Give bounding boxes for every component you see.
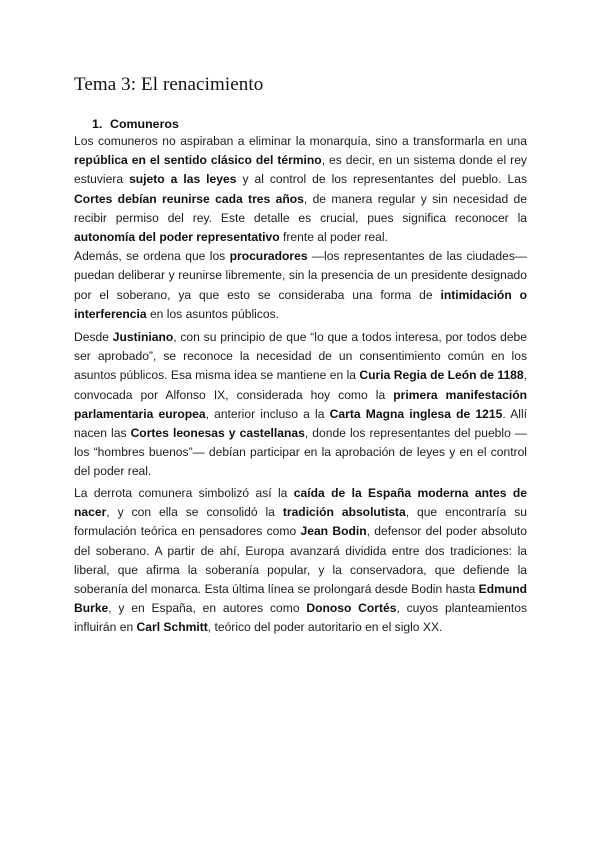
text-run: , es decir, en un sistema donde el rey estuviera bbox=[74, 153, 527, 187]
bold-phrase: Donoso Cortés bbox=[306, 601, 397, 616]
section-heading-text: Comuneros bbox=[110, 117, 179, 131]
paragraph-4 bbox=[74, 484, 527, 638]
page-title: Tema 3: El renacimiento bbox=[74, 74, 264, 95]
bold-phrase: Edmund Burke bbox=[74, 582, 527, 616]
text-run: , donde los representantes del pueblo —los “hombres buenos”— debían participar en la aprobación de leyes y en el control del poder real. bbox=[74, 426, 527, 479]
text-run: en los asuntos públicos. bbox=[146, 306, 280, 321]
text-run: Desde bbox=[74, 330, 113, 344]
text-run: , defensor del poder absoluto del soberano. A partir de ahí, Europa avanzará dividida entre dos tradiciones: la liberal, que afirma la soberanía popular, y la conservadora, que defiende la soberanía del monarca. Esta última línea se prolongará desde Bodin hasta bbox=[74, 524, 528, 597]
text-run: , convocada por Alfonso IX, considerada hoy como la bbox=[74, 368, 528, 402]
bold-phrase: Carta Magna inglesa de 1215 bbox=[329, 406, 503, 421]
bold-phrase: Carl Schmitt bbox=[136, 620, 208, 635]
text-run: La derrota comunera simbolizó así la bbox=[74, 486, 294, 500]
bold-phrase: Cortes debían reunirse cada tres años bbox=[74, 191, 304, 206]
bold-phrase: Cortes leonesas y castellanas bbox=[130, 426, 305, 441]
text-run: Los comuneros no aspiraban a eliminar la monarquía, sino a transformarla en una bbox=[74, 134, 527, 148]
bold-phrase: procuradores bbox=[229, 249, 308, 264]
paragraph-1 bbox=[74, 132, 527, 247]
section-number: 1. bbox=[92, 117, 103, 131]
text-run: , anterior incluso a la bbox=[205, 406, 330, 421]
bold-phrase: república en el sentido clásico del término bbox=[74, 153, 322, 168]
text-run: frente al poder real. bbox=[279, 230, 388, 245]
paragraph-3 bbox=[74, 328, 527, 482]
bold-phrase: autonomía del poder representativo bbox=[74, 230, 280, 245]
bold-phrase: tradición absolutista bbox=[282, 505, 406, 520]
section-body-block-2 bbox=[74, 328, 527, 482]
text-run: —los representantes de las ciudades— puedan deliberar y reunirse libremente, sin la presencia de un presidente designado por el soberano, ya que esto se consideraba una forma de bbox=[74, 249, 528, 302]
bold-phrase: caída de la España moderna antes de nacer bbox=[74, 486, 527, 520]
bold-phrase: Jean Bodin bbox=[300, 524, 367, 539]
bold-phrase: sujeto a las leyes bbox=[129, 172, 237, 187]
text-run: , con su principio de que “lo que a todos interesa, por todos debe ser aprobado”, se reconoce la necesidad de un consentimiento común en los asuntos públicos. Esa misma idea se mantiene en la bbox=[74, 330, 527, 383]
bold-phrase: Curia Regia de León de 1188 bbox=[359, 368, 524, 383]
bold-phrase: Justiniano bbox=[112, 330, 174, 344]
paragraph-2 bbox=[74, 247, 527, 324]
text-run: Además, se ordena que los bbox=[74, 249, 230, 264]
text-run: , teórico del poder autoritario en el siglo XX. bbox=[207, 620, 443, 635]
text-run: . Allí nacen las bbox=[74, 406, 528, 441]
text-run: , cuyos planteamientos influirán en bbox=[74, 601, 527, 635]
section-body-block-1 bbox=[74, 132, 527, 324]
section-body-block-3 bbox=[74, 484, 527, 638]
bold-phrase: intimidación o interferencia bbox=[74, 287, 527, 321]
text-run: y al control de los representantes del pueblo. Las bbox=[236, 172, 528, 187]
text-run: , y en España, en autores como bbox=[108, 601, 307, 616]
bold-phrase: primera manifestación parlamentaria europea bbox=[74, 387, 528, 421]
text-run: , que encontraría su formulación teórica en pensadores como bbox=[74, 505, 527, 539]
section-heading bbox=[92, 117, 179, 131]
text-run: , y con ella se consolidó la bbox=[106, 505, 283, 520]
text-run: , de manera regular y sin necesidad de recibir permiso del rey. Este detalle es crucial, pues significa reconocer la bbox=[74, 191, 527, 225]
